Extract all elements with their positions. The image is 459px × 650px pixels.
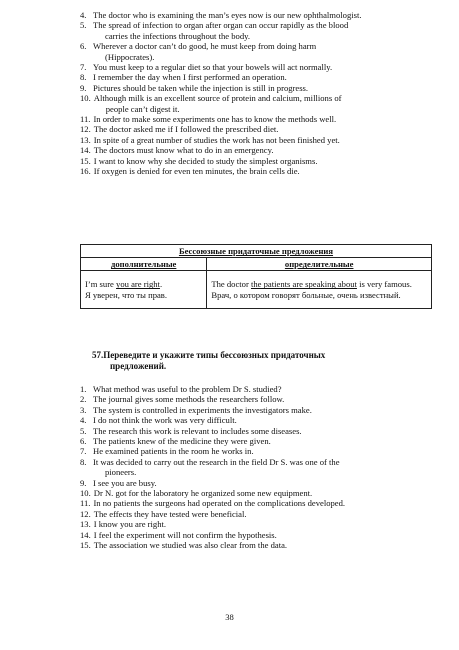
item-number: 12. — [80, 508, 91, 519]
item-number: 9. — [80, 477, 87, 488]
item-text-line: The system is controlled in experiments the investigators make. — [93, 404, 312, 415]
item-number: 7. — [80, 446, 87, 457]
item-text-line: The spread of infection to organ after organ can occur rapidly as the blood — [93, 20, 349, 31]
exercise-heading-line-2: предложений. — [110, 361, 167, 371]
list-item — [80, 145, 432, 155]
list-item — [80, 446, 432, 456]
item-text-line: It was decided to carry out the research in the field Dr S. was one of the — [93, 456, 340, 467]
item-number: 15. — [80, 155, 91, 166]
list-item — [80, 20, 432, 41]
attributive-clause-example — [207, 271, 432, 308]
item-number: 2. — [80, 394, 87, 405]
list-item — [80, 62, 432, 72]
item-text-line: Dr N. got for the laboratory he organized some new equipment. — [93, 488, 313, 499]
list-item — [80, 436, 432, 446]
item-number: 8. — [80, 72, 87, 83]
item-text — [94, 93, 432, 114]
list-item — [80, 498, 432, 508]
item-text-line: The doctors must know what to do in an emergency. — [93, 145, 274, 156]
item-text-line: Pictures should be taken while the injection is still in progress. — [93, 82, 309, 93]
list-item — [80, 135, 432, 145]
item-number: 1. — [80, 384, 87, 394]
item-text-line: (Hippocrates). — [105, 51, 155, 62]
list-item — [80, 457, 432, 478]
item-number: 11. — [80, 498, 91, 509]
list-item — [80, 509, 432, 519]
item-text — [93, 62, 432, 72]
item-text — [93, 83, 432, 93]
item-text-line: You must keep to a regular diet so that your bowels will act normally. — [93, 62, 333, 73]
item-text — [93, 457, 432, 478]
exercise-heading — [92, 350, 422, 372]
list-item — [80, 166, 432, 176]
item-text — [93, 426, 432, 436]
item-text-line: carries the infections throughout the body. — [105, 30, 251, 41]
example-ru-translation: Я уверен, что ты прав. — [85, 289, 168, 300]
item-text-line: people can’t digest it. — [105, 103, 180, 114]
example-en-clause: you are right — [116, 279, 160, 290]
item-number: 4. — [80, 415, 87, 426]
list-item — [80, 156, 432, 166]
item-text-line: I want to know why she decided to study the simplest organisms. — [93, 155, 318, 166]
item-number: 8. — [80, 456, 87, 467]
list-item — [80, 530, 432, 540]
item-text — [94, 540, 432, 550]
item-text — [93, 72, 432, 82]
item-text — [94, 509, 432, 519]
list-item — [80, 405, 432, 415]
item-text — [94, 519, 432, 529]
item-text-line: I know you are right. — [93, 519, 167, 530]
example-ru-translation: Врач, о котором говорят больные, очень известный. — [211, 289, 401, 300]
item-number: 11. — [80, 114, 91, 125]
table-title: Бессоюзные придаточные предложения — [81, 245, 432, 258]
item-text-line: The doctor who is examining the man’s eyes now is our new ophthalmologist. — [93, 10, 362, 20]
asyndetic-clauses-table — [80, 244, 432, 309]
list-item — [80, 488, 432, 498]
exercise-heading-line-1: 57.Переведите и укажите типы бессоюзных придаточных — [92, 350, 326, 360]
item-text — [93, 114, 432, 124]
column-header-object: дополнительные — [81, 258, 207, 271]
list-item — [80, 83, 432, 93]
item-text-line: The patients knew of the medicine they were given. — [93, 436, 271, 447]
item-text-line: The doctor asked me if I followed the prescribed diet. — [93, 124, 279, 135]
item-number: 13. — [80, 134, 91, 145]
list-item — [80, 394, 432, 404]
column-header-attributive: определительные — [207, 258, 432, 271]
example-en-pre: I’m sure — [85, 279, 117, 290]
list-item — [80, 10, 432, 20]
item-text — [94, 135, 432, 145]
item-text — [93, 20, 432, 41]
item-text — [93, 394, 432, 404]
item-text-line: The effects they have tested were beneficial. — [93, 508, 247, 519]
item-text-line: I feel the experiment will not confirm the hypothesis. — [93, 529, 277, 540]
item-number: 12. — [80, 124, 91, 135]
item-number: 6. — [80, 436, 87, 447]
item-text — [93, 415, 432, 425]
item-text-line: In spite of a great number of studies the work has not been finished yet. — [93, 134, 340, 145]
example-en-clause: the patients are speaking about — [250, 279, 357, 290]
item-text-line: The journal gives some methods the researchers follow. — [93, 394, 285, 405]
item-number: 5. — [80, 425, 87, 436]
item-number: 16. — [80, 166, 91, 177]
list-item — [80, 478, 432, 488]
item-text-line: pioneers. — [105, 467, 137, 478]
item-number: 10. — [80, 488, 91, 499]
item-number: 3. — [80, 404, 87, 415]
item-text — [93, 446, 432, 456]
item-text — [93, 478, 432, 488]
item-text-line: I do not think the work was very difficult. — [93, 415, 237, 426]
list-item — [80, 41, 432, 62]
item-text-line: The research this work is relevant to includes some diseases. — [93, 425, 302, 436]
item-text-line: Although milk is an excellent source of protein and calcium, millions of — [93, 93, 342, 104]
item-number: 10. — [80, 93, 91, 104]
list-item — [80, 384, 432, 394]
item-number: 4. — [80, 10, 87, 20]
item-text — [93, 405, 432, 415]
item-text — [93, 436, 432, 446]
item-text-line: If oxygen is denied for even ten minutes, the brain cells die. — [93, 166, 300, 177]
item-number: 5. — [80, 20, 87, 31]
item-text-line: I remember the day when I first performed an operation. — [93, 72, 287, 83]
item-text — [93, 384, 432, 394]
item-number: 9. — [80, 82, 87, 93]
sentence-list-bottom — [80, 384, 432, 551]
example-en-post: is very famous. — [356, 279, 412, 290]
list-item — [80, 114, 432, 124]
item-text-line: Wherever a doctor can’t do good, he must keep from doing harm — [93, 41, 317, 52]
item-number: 14. — [80, 145, 91, 156]
item-text — [94, 145, 432, 155]
item-text — [93, 41, 432, 62]
item-text — [94, 156, 432, 166]
item-text — [93, 10, 432, 20]
item-number: 6. — [80, 41, 87, 52]
example-en-pre: The doctor — [211, 279, 251, 290]
list-item — [80, 93, 432, 114]
item-text — [94, 124, 432, 134]
object-clause-example — [81, 271, 207, 308]
item-number: 7. — [80, 62, 87, 73]
item-number: 14. — [80, 529, 91, 540]
example-en-post: . — [159, 279, 163, 290]
item-text — [94, 530, 432, 540]
item-number: 15. — [80, 540, 91, 551]
page-number: 38 — [225, 612, 234, 622]
item-text-line: In no patients the surgeons had operated on the complications developed. — [93, 498, 346, 509]
sentence-list-top — [80, 10, 432, 177]
item-text-line: In order to make some experiments one has to know the methods well. — [93, 114, 337, 125]
item-text-line: The association we studied was also clear from the data. — [93, 540, 288, 551]
list-item — [80, 426, 432, 436]
list-item — [80, 124, 432, 134]
item-text-line: He examined patients in the room he works in. — [93, 446, 254, 457]
item-text — [94, 488, 432, 498]
list-item — [80, 519, 432, 529]
item-text-line: I see you are busy. — [93, 477, 157, 488]
item-text-line: What method was useful to the problem Dr S. studied? — [93, 384, 282, 394]
item-number: 13. — [80, 519, 91, 530]
item-text — [93, 498, 432, 508]
item-text — [94, 166, 432, 176]
list-item — [80, 415, 432, 425]
list-item — [80, 72, 432, 82]
list-item — [80, 540, 432, 550]
